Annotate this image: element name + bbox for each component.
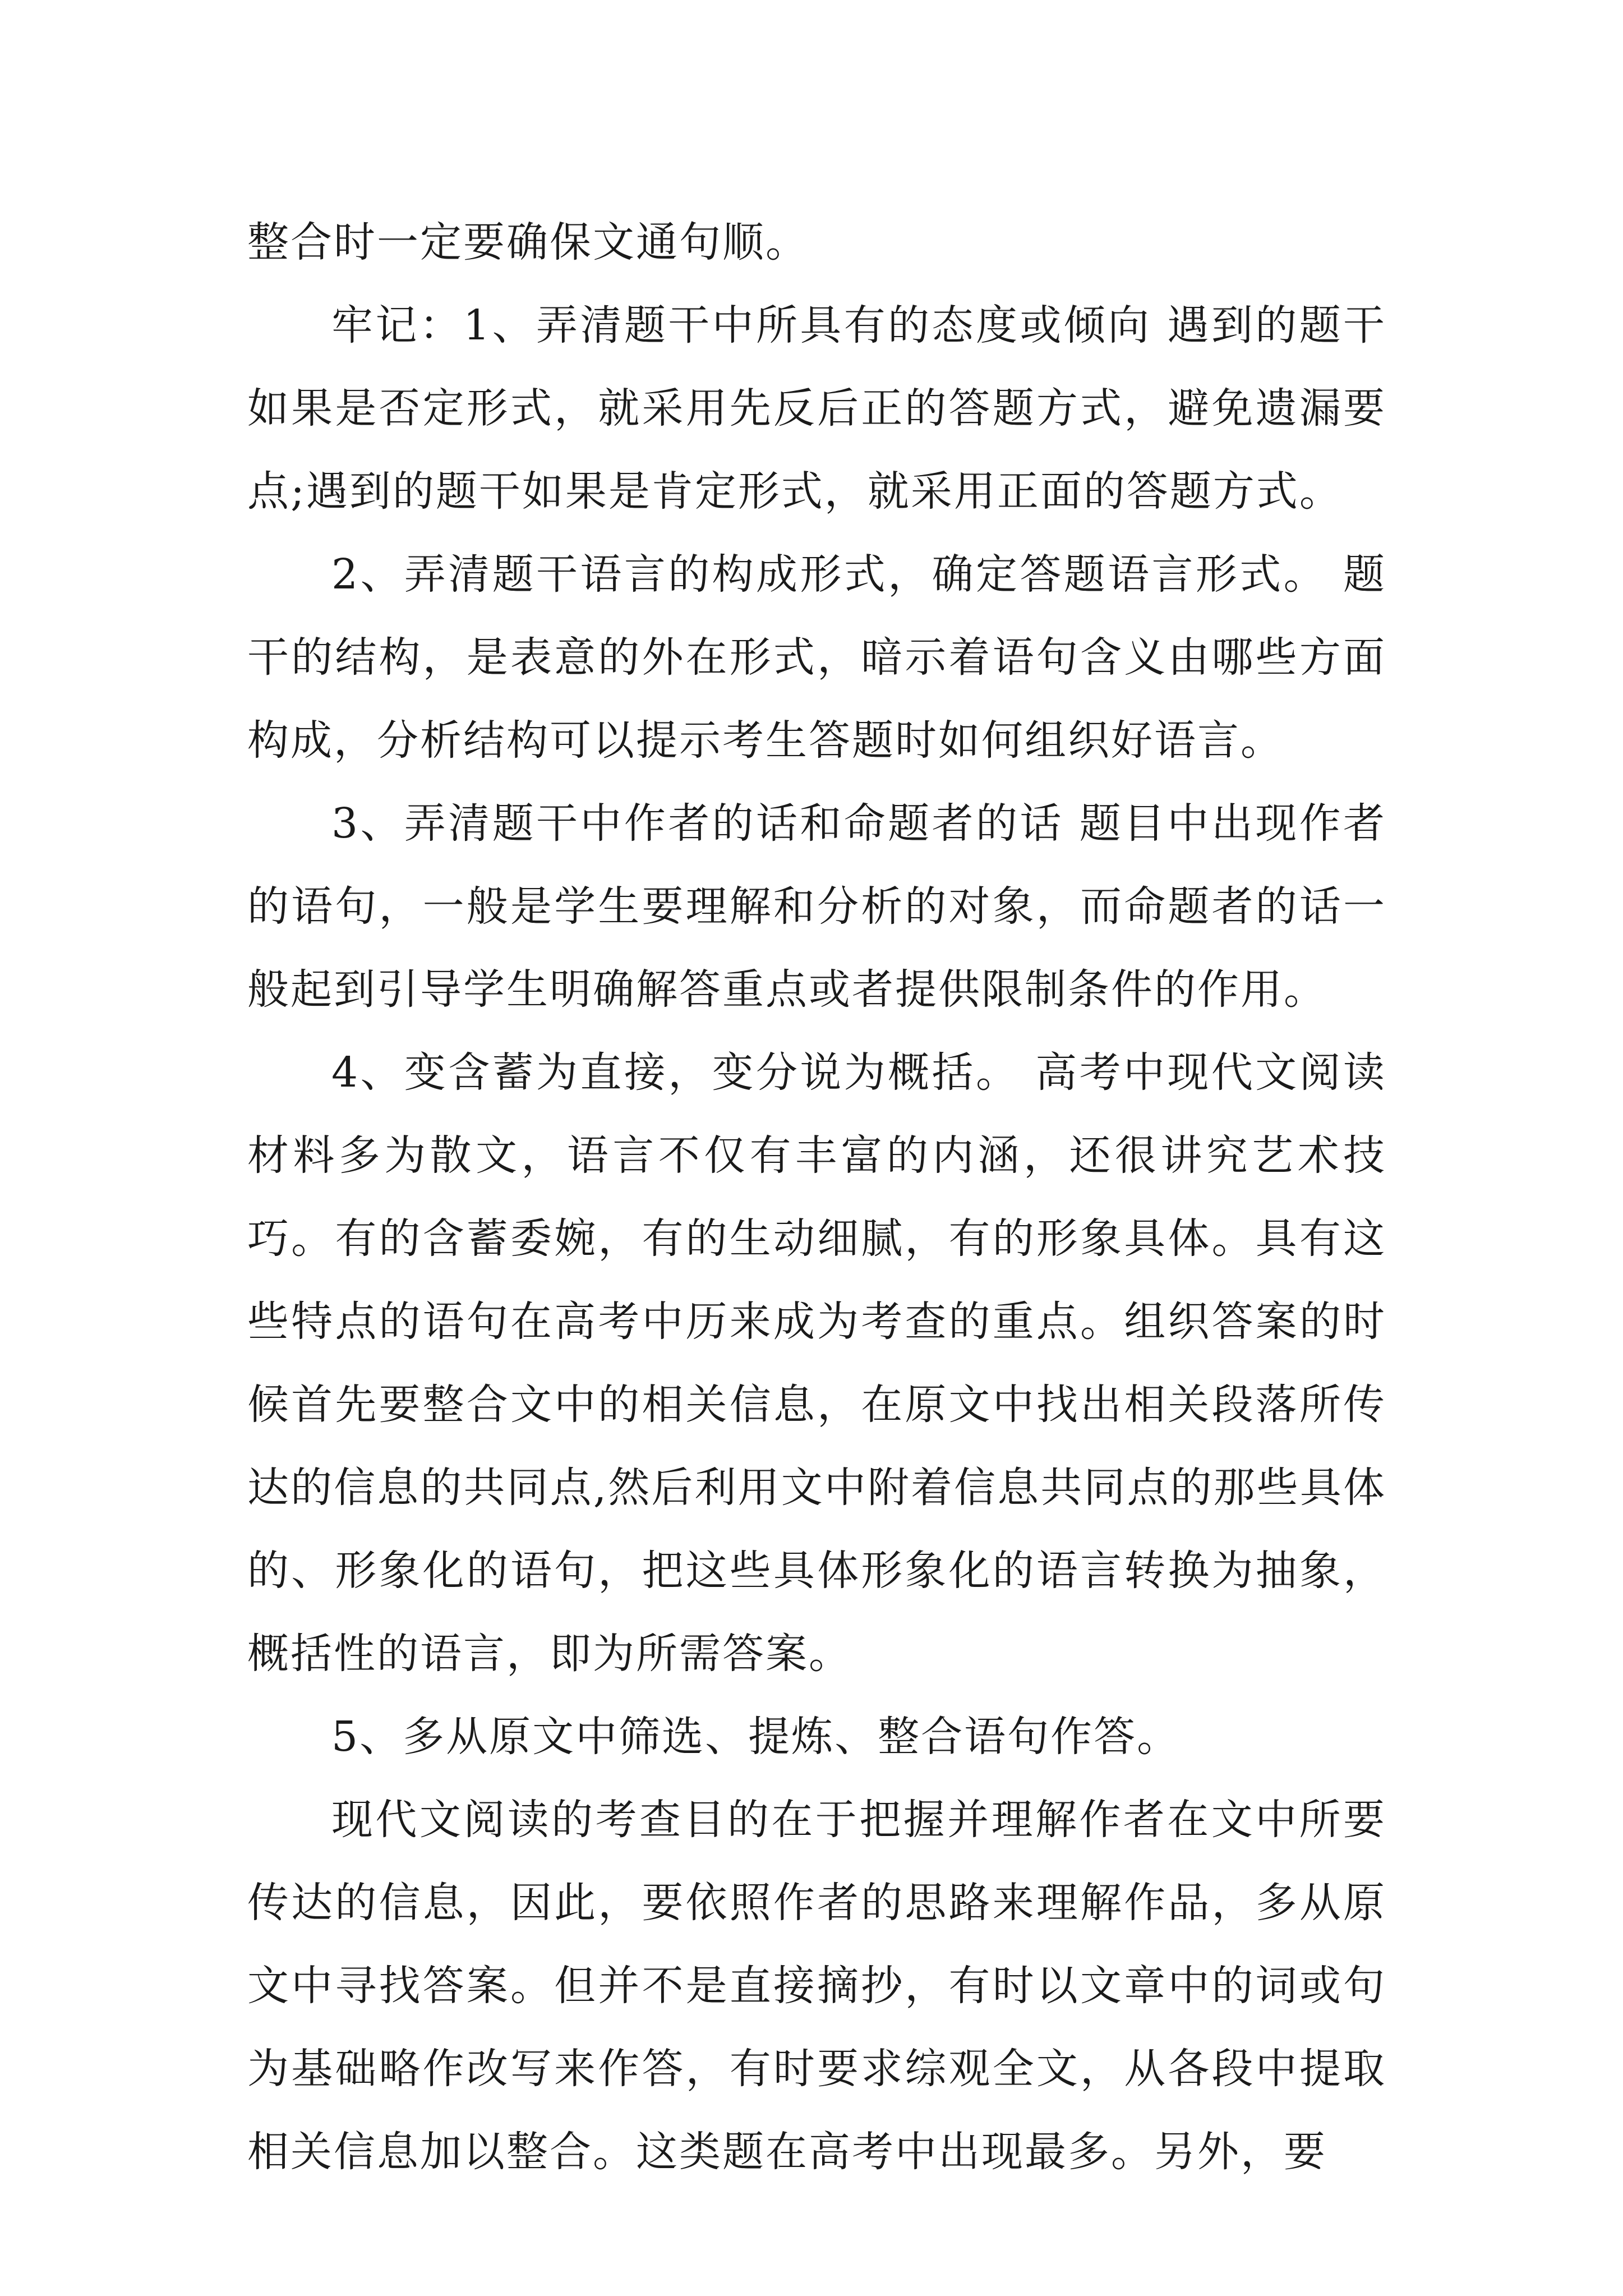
paragraph-reading-purpose: 现代文阅读的考查目的在于把握并理解作者在文中所要传达的信息，因此，要依照作者的思路来理解作品，多从原文中寻找答案。但并不是直接摘抄，有时以文章中的词或句为基础略作改写来作答，有时要求综观全文，从各段中提取相关信息加以整合。这类题在高考中出现最多。另外，要 (247, 1796, 1386, 2176)
paragraph-tip-5: 5、多从原文中筛选、提炼、整合语句作答。 (331, 1713, 1181, 1761)
paragraph-tip-3: 3、弄清题干中作者的话和命题者的话 题目中出现作者的语句，一般是学生要理解和分析的对象，而命题者的话一般起到引导学生明确解答重点或者提供限制条件的作用。 (247, 799, 1386, 1014)
paragraph-tip-1: 牢记：1、弄清题干中所具有的态度或倾向 遇到的题干如果是否定形式，就采用先反后正的答题方式，避免遗漏要点;遇到的题干如果是肯定形式，就采用正面的答题方式。 (247, 301, 1386, 516)
paragraph-tip-2: 2、弄清题干语言的构成形式，确定答题语言形式。 题干的结构，是表意的外在形式，暗示着语句含义由哪些方面构成，分析结构可以提示考生答题时如何组织好语言。 (247, 550, 1386, 765)
paragraph-tip-4: 4、变含蓄为直接，变分说为概括。 高考中现代文阅读材料多为散文，语言不仅有丰富的内涵，还很讲究艺术技巧。有的含蓄委婉，有的生动细腻，有的形象具体。具有这些特点的语句在高考中历来成为考查的重点。组织答案的时候首先要整合文中的相关信息，在原文中找出相关段落所传达的信息的共同点,然后利用文中附着信息共同点的那些具体的、形象化的语句，把这些具体形象化的语言转换为抽象，概括性的语言，即为所需答案。 (247, 1048, 1386, 1678)
document-body (247, 201, 1386, 2193)
paragraph-conclusion-line: 整合时一定要确保文通句顺。 (247, 218, 809, 266)
